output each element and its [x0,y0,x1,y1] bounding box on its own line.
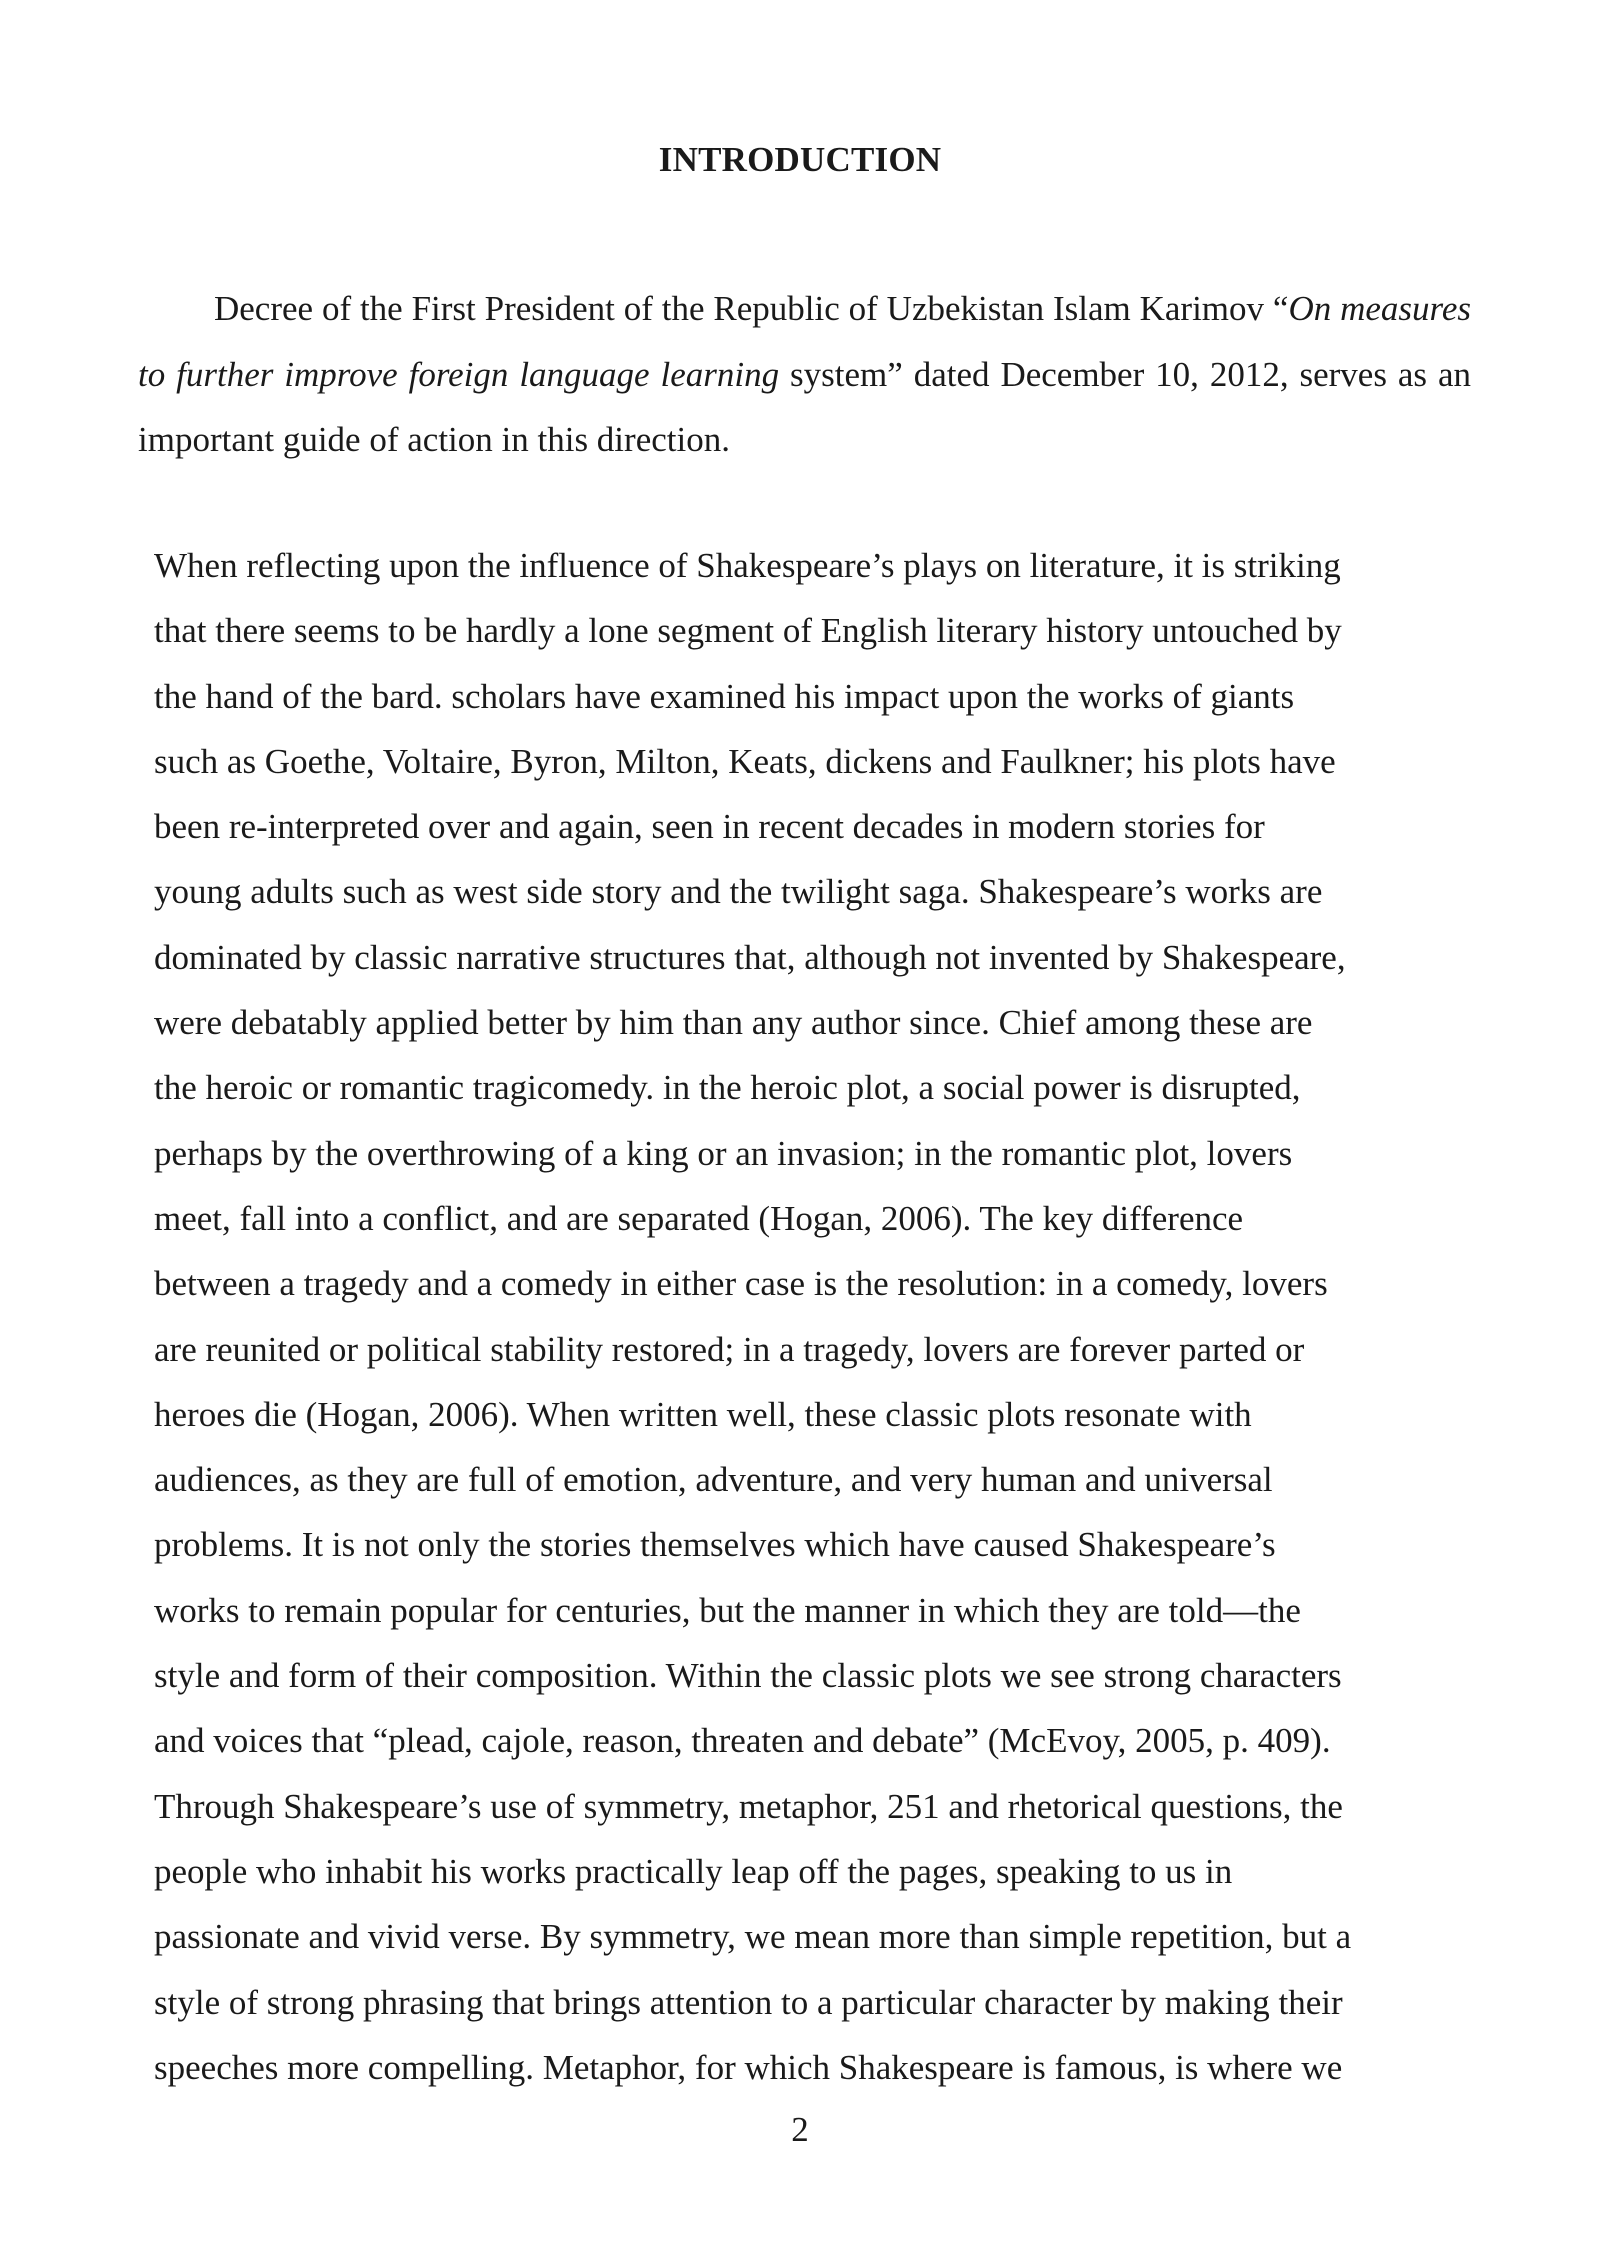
paragraph-line: Through Shakespeare’s use of symmetry, metaphor, 251 and rhetorical questions, the [154,1786,1343,1826]
paragraph-line: heroes die (Hogan, 2006). When written well, these classic plots resonate with [154,1394,1252,1434]
paragraph-shakespeare [154,533,1464,2100]
paragraph-line: that there seems to be hardly a lone segment of English literary history untouched by [154,611,1342,651]
paragraph-line: When reflecting upon the influence of Shakespeare’s plays on literature, it is striking [154,546,1341,585]
paragraph-line: style of strong phrasing that brings attention to a particular character by making their [154,1982,1343,2022]
paragraph-line: works to remain popular for centuries, but the manner in which they are told—the [154,1590,1301,1630]
paragraph-line: audiences, as they are full of emotion, adventure, and very human and universal [154,1460,1273,1500]
decree-text-end: system” dated December 10, 2012, serves as an important guide of action in this direction. [138,354,1471,459]
paragraph-line: passionate and vivid verse. By symmetry, we mean more than simple repetition, but a [154,1917,1352,1957]
page-number: 2 [791,2110,809,2149]
section-heading: INTRODUCTION [658,140,942,179]
decree-title-italic: On measures to further improve foreign language learning [138,289,1471,394]
paragraph-line: are reunited or political stability restored; in a tragedy, lovers are forever parted or [154,1329,1305,1369]
paragraph-line: were debatably applied better by him than any author since. Chief among these are [154,1003,1313,1043]
paragraph-line: meet, fall into a conflict, and are separated (Hogan, 2006). The key difference [154,1198,1244,1238]
paragraph-line: perhaps by the overthrowing of a king or an invasion; in the romantic plot, lovers [154,1133,1293,1173]
paragraph-line: between a tragedy and a comedy in either case is the resolution: in a comedy, lovers [154,1264,1328,1304]
paragraph-line: the heroic or romantic tragicomedy. in the heroic plot, a social power is disrupted, [154,1068,1301,1108]
paragraph-line: the hand of the bard. scholars have examined his impact upon the works of giants [154,676,1295,716]
paragraph-decree [138,276,1471,473]
paragraph-line: style and form of their composition. Within the classic plots we see strong characters [154,1656,1342,1696]
paragraph-line: young adults such as west side story and the twilight saga. Shakespeare’s works are [154,872,1323,912]
paragraph-line: people who inhabit his works practically leap off the pages, speaking to us in [154,1851,1233,1891]
paragraph-line: problems. It is not only the stories themselves which have caused Shakespeare’s [154,1525,1276,1565]
decree-text-start: Decree of the First President of the Republic of Uzbekistan Islam Karimov “ [214,289,1289,328]
paragraph-line: been re-interpreted over and again, seen in recent decades in modern stories for [154,807,1265,847]
paragraph-line: such as Goethe, Voltaire, Byron, Milton, Keats, dickens and Faulkner; his plots have [154,741,1336,781]
paragraph-line: dominated by classic narrative structures that, although not invented by Shakespeare, [154,937,1346,977]
paragraph-line: speeches more compelling. Metaphor, for which Shakespeare is famous, is where we [154,2047,1343,2087]
paragraph-line: and voices that “plead, cajole, reason, threaten and debate” (McEvoy, 2005, p. 409). [154,1721,1331,1761]
